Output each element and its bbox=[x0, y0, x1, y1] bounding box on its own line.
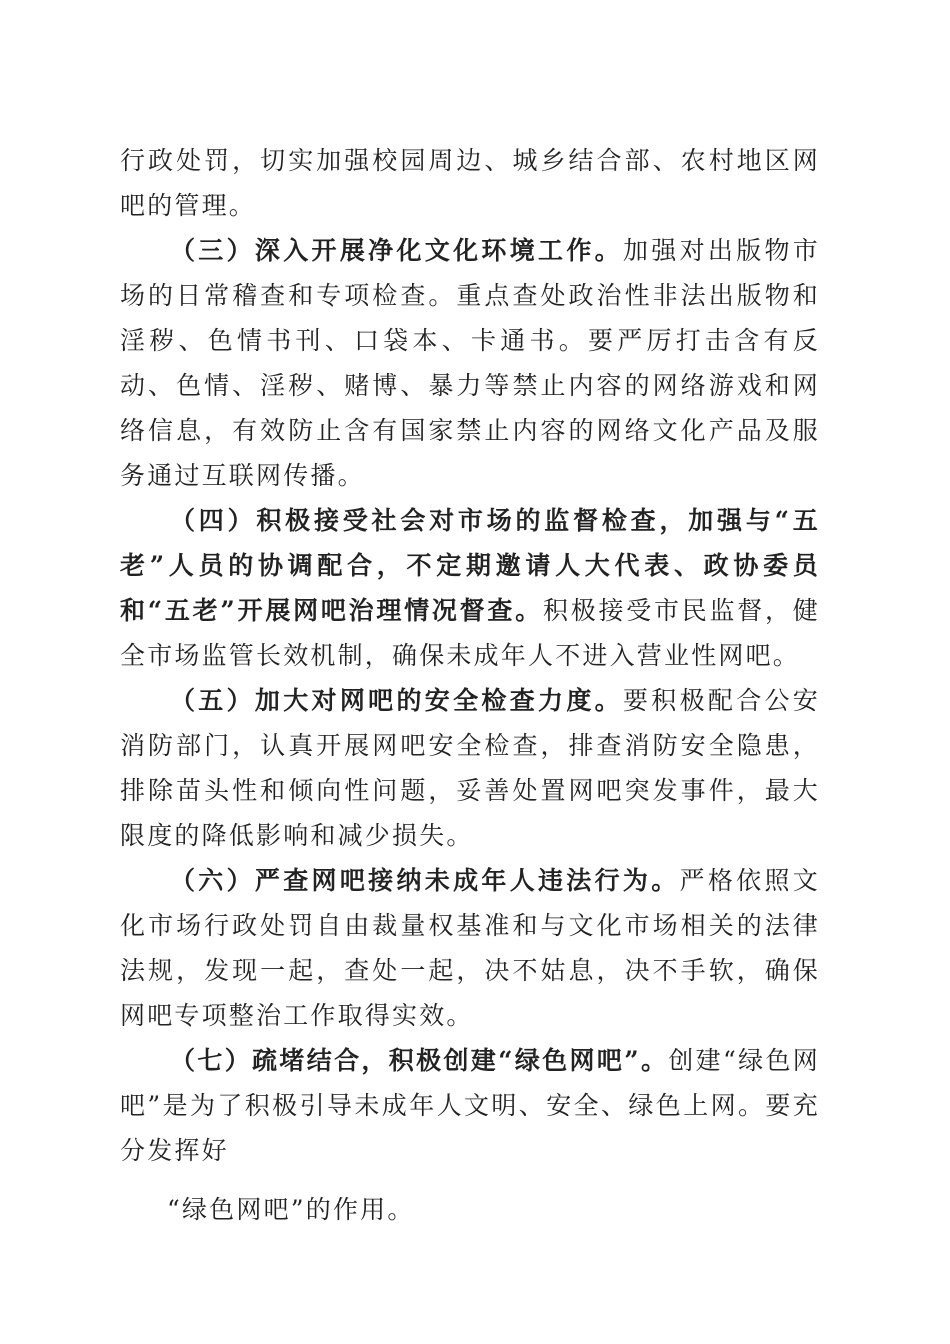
paragraph-text: 要积极配合公安消防部门，认真开展网吧安全检查，排查消防安全隐患，排除苗头性和倾向性问题，妥善处置网吧突发事件，最大限度的降低影响和减少损失。 bbox=[120, 686, 821, 850]
paragraph-continuation bbox=[120, 138, 820, 228]
paragraph-lead: （六）严查网吧接纳未成年人违法行为。 bbox=[170, 866, 680, 895]
paragraph-text: 积极接受市民监督，健全市场监管长效机制，确保未成年人不进入营业性网吧。 bbox=[120, 596, 820, 670]
paragraph-text: 创建“绿色网吧”是为了积极引导未成年人文明、安全、绿色上网。要充分发挥好 bbox=[120, 1046, 820, 1165]
paragraph-lead: （四）积极接受社会对市场的监督检查，加强与“五老”人员的协调配合，不定期邀请人大代表、政协委员和“五老”开展网吧治理情况督查。 bbox=[120, 506, 820, 625]
paragraph-section-3 bbox=[120, 228, 820, 498]
document-body bbox=[120, 138, 820, 1232]
trailing-line: “绿色网吧”的作用。 bbox=[167, 1195, 415, 1224]
paragraph-text: 行政处罚，切实加强校园周边、城乡结合部、农村地区网吧的管理。 bbox=[120, 146, 820, 220]
paragraph-lead: （三）深入开展净化文化环境工作。 bbox=[170, 236, 623, 265]
paragraph-text: 严格依照文化市场行政处罚自由裁量权基准和与文化市场相关的法律法规，发现一起，查处一起，决不姑息，决不手软，确保网吧专项整治工作取得实效。 bbox=[120, 866, 820, 1030]
paragraph-lead: （五）加大对网吧的安全检查力度。 bbox=[170, 686, 623, 715]
paragraph-lead: （七）疏堵结合，积极创建“绿色网吧”。 bbox=[170, 1046, 669, 1075]
paragraph-text: 加强对出版物市场的日常稽查和专项检查。重点查处政治性非法出版物和淫秽、色情书刊、口袋本、卡通书。要严厉打击含有反动、色情、淫秽、赌博、暴力等禁止内容的网络游戏和网络信息，有效防止含有国家禁止内容的网络文化产品及服务通过互联网传播。 bbox=[120, 236, 821, 490]
paragraph-section-5 bbox=[120, 678, 820, 858]
paragraph-section-4 bbox=[120, 498, 820, 678]
paragraph-section-6 bbox=[120, 858, 820, 1038]
paragraph-section-7 bbox=[120, 1038, 820, 1173]
